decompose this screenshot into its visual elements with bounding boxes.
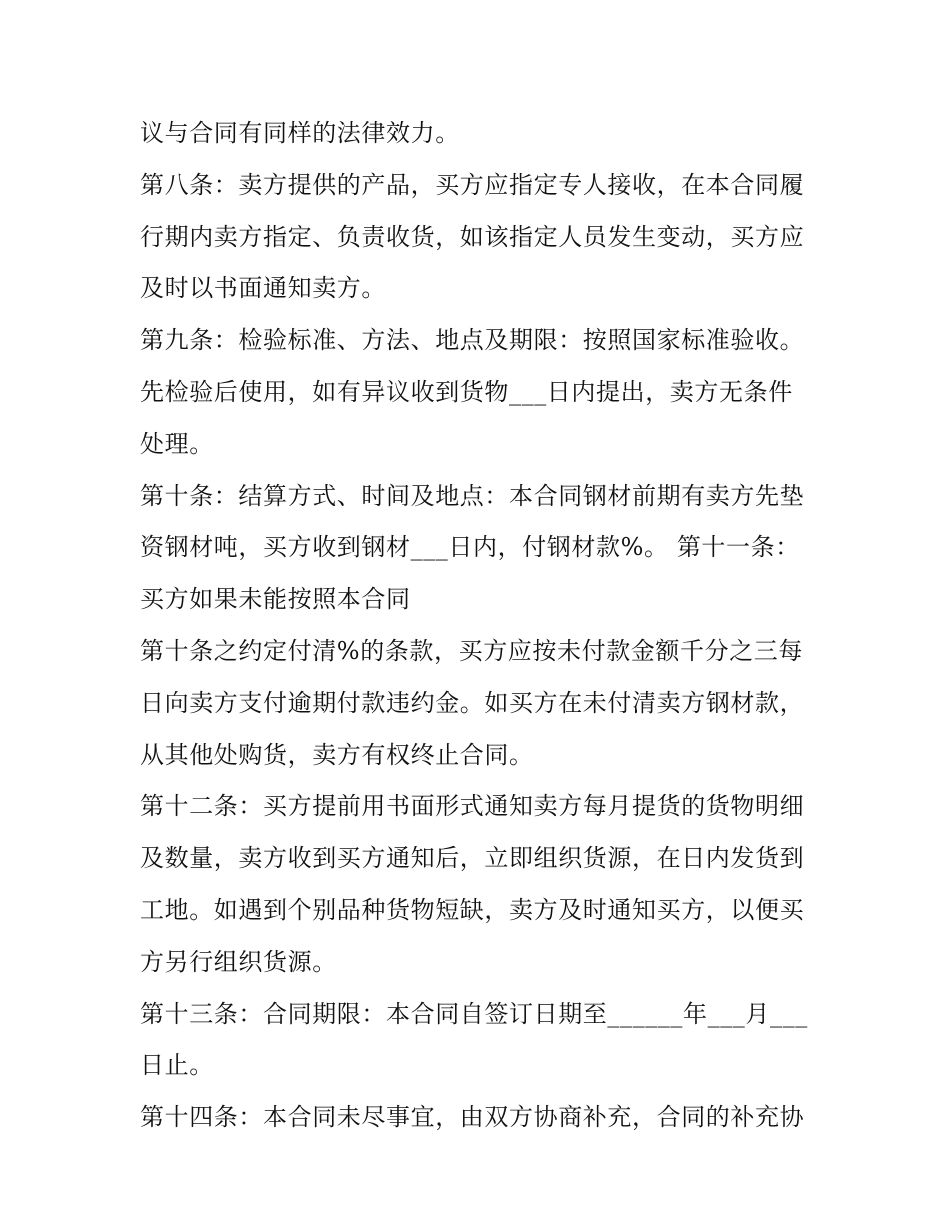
text-line: 日向卖方支付逾期付款违约金。如买方在未付清卖方钢材款，: [140, 688, 805, 717]
text-line: 第十条之约定付清%的条款，买方应按未付款金额千分之三每: [140, 636, 804, 665]
text-line: 第十二条：买方提前用书面形式通知卖方每月提货的货物明细: [140, 792, 805, 821]
text-line: 方另行组织货源。: [140, 947, 337, 976]
text-line: 及时以书面通知卖方。: [140, 274, 386, 303]
text-line: 第九条：检验标准、方法、地点及期限：按照国家标准验收。: [140, 326, 805, 355]
text-line: 日止。: [140, 1051, 214, 1080]
text-line: 及数量，卖方收到买方通知后，立即组织货源，在日内发货到: [140, 844, 805, 873]
text-line: 第十四条：本合同未尽事宜，由双方协商补充，合同的补充协: [140, 1103, 805, 1132]
text-line: 资钢材吨，买方收到钢材___日内，付钢材款%。 第十一条：: [140, 533, 800, 562]
text-line: 工地。如遇到个别品种货物短缺，卖方及时通知买方，以便买: [140, 895, 805, 924]
text-line: 先检验后使用，如有异议收到货物___日内提出，卖方无条件: [140, 377, 793, 406]
text-line: 议与合同有同样的法律效力。: [140, 119, 460, 147]
text-line: 第十三条：合同期限：本合同自签订日期至______年___月___: [140, 999, 808, 1028]
text-line: 第十条：结算方式、时间及地点：本合同钢材前期有卖方先垫: [140, 481, 805, 510]
text-line: 从其他处购货，卖方有权终止合同。: [140, 740, 534, 769]
text-line: 处理。: [140, 429, 214, 458]
document-body: [140, 108, 820, 1144]
text-line: 第八条：卖方提供的产品，买方应指定专人接收，在本合同履: [140, 170, 805, 199]
text-line: 买方如果未能按照本合同: [140, 585, 411, 614]
text-line: 行期内卖方指定、负责收货，如该指定人员发生变动，买方应: [140, 222, 805, 251]
